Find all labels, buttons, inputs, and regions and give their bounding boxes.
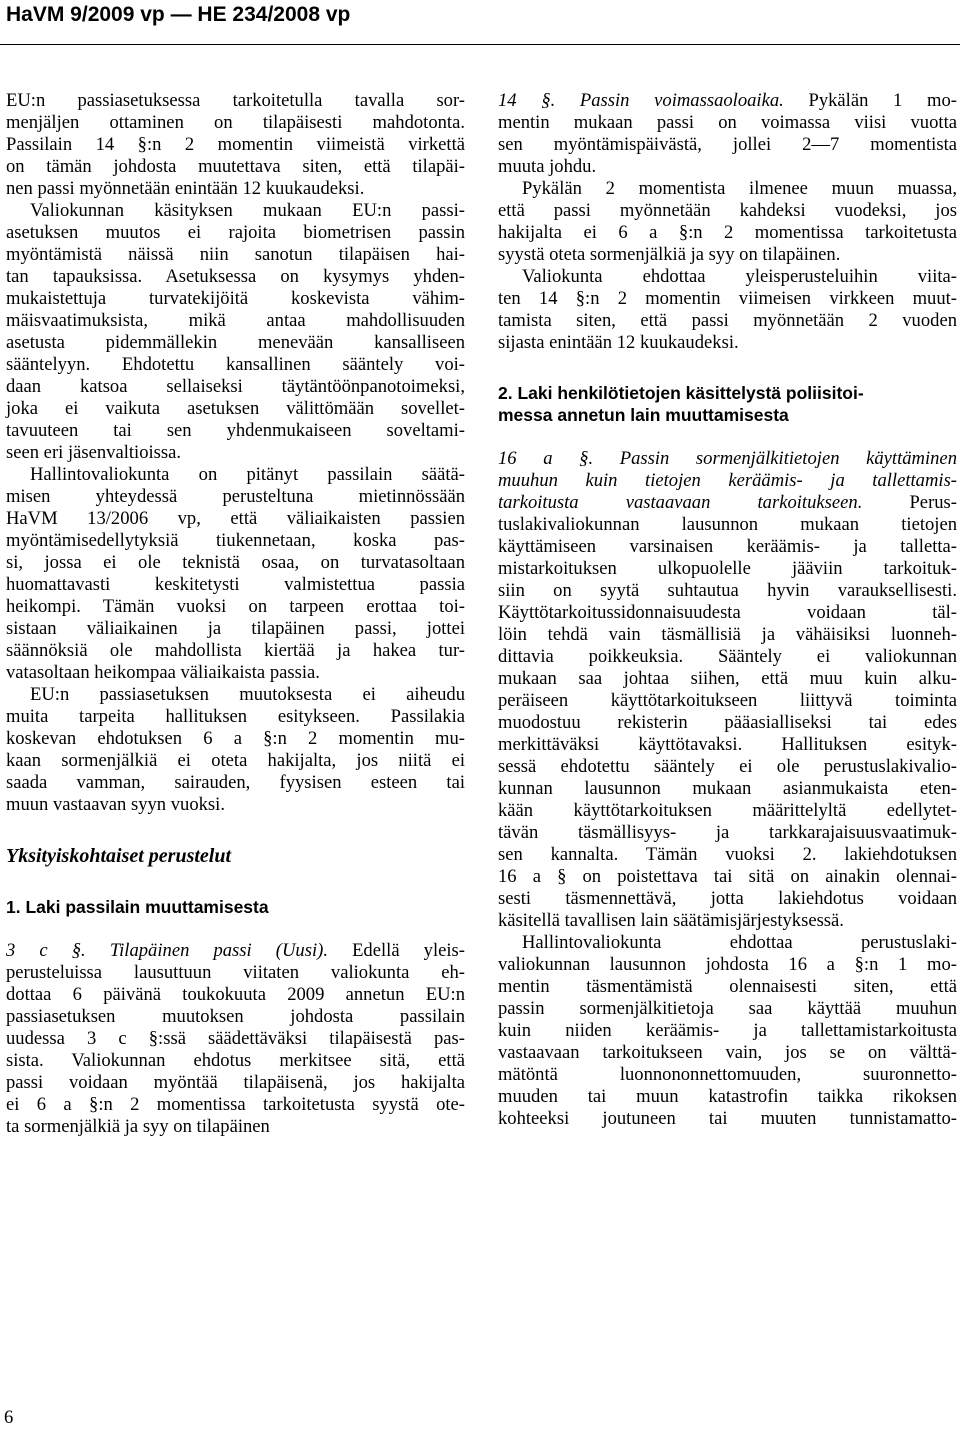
body-text-line: tavuuteen tai sen yhdenmukaiseen soveltami- — [6, 420, 465, 441]
body-text-line: asetuksen muutos ei rajoita biometrisen passin — [6, 222, 465, 243]
body-text-line: ei 6 a §:n 2 momentissa tarkoitetusta syystä ote- — [6, 1094, 465, 1115]
body-text-line: sääntelyyn. Ehdotettu kansallinen sääntely voi- — [6, 354, 465, 375]
section-16a-heading-line-2: muuhun kuin tietojen keräämis- ja tallettamis- — [498, 470, 957, 491]
section-14-heading: 14 §. Passin voimassaoloaika. — [498, 90, 784, 111]
body-text-line: tamista siten, että passi myönnetään 2 vuoden — [498, 310, 957, 331]
body-text-line: saada vamman, sairauden, fyysisen esteen tai — [6, 772, 465, 793]
page-number: 6 — [4, 1407, 14, 1428]
body-text-line: on tämän johdosta muutettava siten, että tilapäi- — [6, 156, 465, 177]
body-text-line: sista. Valiokunnan ehdotus merkitsee sitä, että — [6, 1050, 465, 1071]
body-text-line: että passi myönnetään kahdeksi vuodeksi, jos — [498, 200, 957, 221]
body-text-line: syystä oteta sormenjälkiä ja syy on tilapäinen. — [498, 244, 841, 265]
body-text-line: koskevan ehdotuksen 6 a §:n 2 momentin mu- — [6, 728, 465, 749]
body-text-line: Valiokunnan käsityksen mukaan EU:n passi- — [30, 200, 465, 221]
body-text-line: säännöksiä ole mahdollista kiertää ja hakea tur- — [6, 640, 465, 661]
body-text-line: nen passi myönnetään enintään 12 kuukaudeksi. — [6, 178, 365, 199]
body-text-line: kään käyttötarkoituksen määrittelyltä edellytet- — [498, 800, 957, 821]
section-3c-text: Edellä yleis- — [327, 940, 465, 961]
body-text-line: sessä ehdotettu sääntely ei ole perustuslakivalio- — [498, 756, 957, 777]
body-text-line: seen eri jäsenvaltioissa. — [6, 442, 182, 463]
body-text-line: passi voidaan myöntää tilapäisenä, jos hakijalta — [6, 1072, 465, 1093]
body-text-line: myöntämisedellytyksiä tiukennetaan, koska pas- — [6, 530, 465, 551]
section-14-text: Pykälän 1 mo- — [783, 90, 957, 111]
body-text-line: ta sormenjälkiä ja syy on tilapäinen — [6, 1116, 270, 1137]
body-text-line: hakijalta ei 6 a §:n 2 momentissa tarkoitetusta — [498, 222, 957, 243]
body-text-line: vatasoltaan heikompaa väliaikaista passia. — [6, 662, 320, 683]
body-text-line: perusteluissa lausuttuun viitaten valiokunta eh- — [6, 962, 465, 983]
body-text-line: daan katsoa sellaiseksi täytäntöönpanotoimeksi, — [6, 376, 465, 397]
body-text-line: tävän täsmällisyys- ja tarkkarajaisuusvaatimuk- — [498, 822, 957, 843]
body-text-line: asetusta pidemmällekin menevään kansalliseen — [6, 332, 465, 353]
law-heading: 1. Laki passilain muuttamisesta — [6, 897, 269, 917]
body-text-line: sistaan väliaikainen ja tilapäinen passi, jottei — [6, 618, 465, 639]
body-text-line: HaVM 13/2006 vp, että väliaikaisten passien — [6, 508, 465, 529]
running-header: HaVM 9/2009 vp — HE 234/2008 vp — [6, 3, 351, 26]
body-text-line: joka ei vaikuta asetuksen välittömään sovellet- — [6, 398, 465, 419]
section-16a-heading-end: tarkoitusta vastaavaan tarkoitukseen. — [498, 492, 863, 513]
section-16a-text: Perus- — [862, 492, 957, 513]
body-text-line: passin sormenjälkitietoja saa käyttää muuhun — [498, 998, 957, 1019]
body-text-line: 16 a § on poistettava tai sitä on ainakin olennai- — [498, 866, 957, 887]
body-text-line: kuin niiden keräämis- ja tallettamistarkoitusta — [498, 1020, 957, 1041]
body-text-line: muun vastaavan syyn vuoksi. — [6, 794, 225, 815]
body-text-line: mistarkoituksen ulkopuolelle jääviin tarkoituk- — [498, 558, 957, 579]
body-text-line: tan tapauksissa. Asetuksessa on kysymys yhden- — [6, 266, 465, 287]
body-text-line: Valiokunta ehdottaa yleisperusteluihin viita- — [522, 266, 957, 287]
body-text-line: uudessa 3 c §:ssä säädettäväksi tilapäisestä pas- — [6, 1028, 465, 1049]
section-16a-heading-line-1: 16 a §. Passin sormenjälkitietojen käyttäminen — [498, 448, 957, 469]
body-text-line: Hallintovaliokunta ehdottaa perustuslaki- — [522, 932, 957, 953]
body-text-line: Hallintovaliokunta on pitänyt passilain säätä- — [30, 464, 465, 485]
body-text-line: muodostuu rekisterin pääasialliseksi tai edes — [498, 712, 957, 733]
body-text-line: Passilain 14 §:n 2 momentin viimeistä virkettä — [6, 134, 465, 155]
body-text-line: peräiseen käyttötarkoitukseen liittyvä toiminta — [498, 690, 957, 711]
body-text-line: myöntämistä näissä niin sanotun tilapäisen hai- — [6, 244, 465, 265]
body-text-line: menjäljen ottaminen on tilapäisesti mahdotonta. — [6, 112, 465, 133]
body-text-line: passiasetuksen muutoksen johdosta passilain — [6, 1006, 465, 1027]
body-text-line: misen yhteydessä perusteltuna mietinnössään — [6, 486, 465, 507]
body-text-line: EU:n passiasetuksessa tarkoitetulla tavalla sor- — [6, 90, 465, 111]
body-text-line: si, jossa ei ole teknistä osaa, on turvatasoltaan — [6, 552, 465, 573]
header-rule — [0, 44, 960, 45]
body-text-line: muita tarpeita hallituksen esitykseen. Passilakia — [6, 706, 465, 727]
body-text-line: EU:n passiasetuksen muutoksesta ei aiheudu — [30, 684, 465, 705]
section-heading: Yksityiskohtaiset perustelut — [6, 845, 232, 867]
body-text-line: kohteeksi joutuneen tai muuten tunnistamatto- — [498, 1108, 957, 1129]
body-text-line: käyttämiseen varsinaisen keräämis- ja talletta- — [498, 536, 957, 557]
body-text-line: tuslakivaliokunnan lausunnon mukaan tietojen — [498, 514, 957, 535]
body-text-line: Pykälän 2 momentista ilmenee muun muassa, — [522, 178, 957, 199]
body-text-line: mäisvaatimuksista, mikä antaa mahdollisuuden — [6, 310, 465, 331]
section-3c-heading: 3 c §. Tilapäinen passi (Uusi). — [6, 940, 328, 961]
body-text-line: käsitellä tavallisen lain säätämisjärjestyksessä. — [498, 910, 844, 931]
body-text-line: valiokunnan lausunnon johdosta 16 a §:n 1 mo- — [498, 954, 957, 975]
body-text-line: löin tehdä vain täsmällisiä ja vähäisiksi luonneh- — [498, 624, 957, 645]
body-text-line: mukaan saa johtaa siihen, että muu kuin alku- — [498, 668, 957, 689]
body-text-line: huomattavasti keskitetysti valmistettua passia — [6, 574, 465, 595]
body-text-line: sen kannalta. Tämän vuoksi 2. lakiehdotuksen — [498, 844, 957, 865]
body-text-line: kunnan lausunnon mukaan asianmukaista eten- — [498, 778, 957, 799]
body-text-line: sijasta enintään 12 kuukaudeksi. — [498, 332, 739, 353]
section-16a-heading-line-3 — [498, 492, 957, 514]
body-text-line: heikompi. Tämän vuoksi on tarpeen erottaa toi- — [6, 596, 465, 617]
body-text-line: ten 14 §:n 2 momentin viimeisen virkkeen muut- — [498, 288, 957, 309]
law-heading: messa annetun lain muuttamisesta — [498, 405, 789, 425]
law-heading: 2. Laki henkilötietojen käsittelystä poliisitoi- — [498, 383, 864, 403]
body-text-line: siin on syytä suhtautua hyvin varauksellisesti. — [498, 580, 957, 601]
body-text-line: mentin täsmentämistä olennaisesti siten, että — [498, 976, 957, 997]
body-text-line: vastaavaan tarkoitukseen vain, jos se on välttä- — [498, 1042, 957, 1063]
body-text-line: sen myöntämispäivästä, jollei 2—7 momentista — [498, 134, 957, 155]
body-text-line: dittavia poikkeuksia. Sääntely ei valiokunnan — [498, 646, 957, 667]
body-text-line: merkittäväksi käyttötavaksi. Hallituksen esityk- — [498, 734, 957, 755]
body-text-line: kaan sormenjälkiä ei oteta hakijalta, jos niitä ei — [6, 750, 465, 771]
body-text-line: dottaa 6 päivänä toukokuuta 2009 annetun EU:n — [6, 984, 465, 1005]
section-14-heading-line — [498, 90, 957, 112]
body-text-line: sesti täsmennettävä, jotta lakiehdotus voidaan — [498, 888, 957, 909]
section-3c-heading-line — [6, 940, 465, 962]
body-text-line: muuta johdu. — [498, 156, 597, 177]
body-text-line: mentin mukaan passi on voimassa viisi vuotta — [498, 112, 957, 133]
body-text-line: Käyttötarkoitussidonnaisuudesta voidaan täl- — [498, 602, 957, 623]
body-text-line: mukaistettuja turvatekijöitä koskevista vähim- — [6, 288, 465, 309]
body-text-line: mätöntä luonnononnettomuuden, suuronnetto- — [498, 1064, 957, 1085]
body-text-line: muuden tai muun katastrofin taikka rikoksen — [498, 1086, 957, 1107]
